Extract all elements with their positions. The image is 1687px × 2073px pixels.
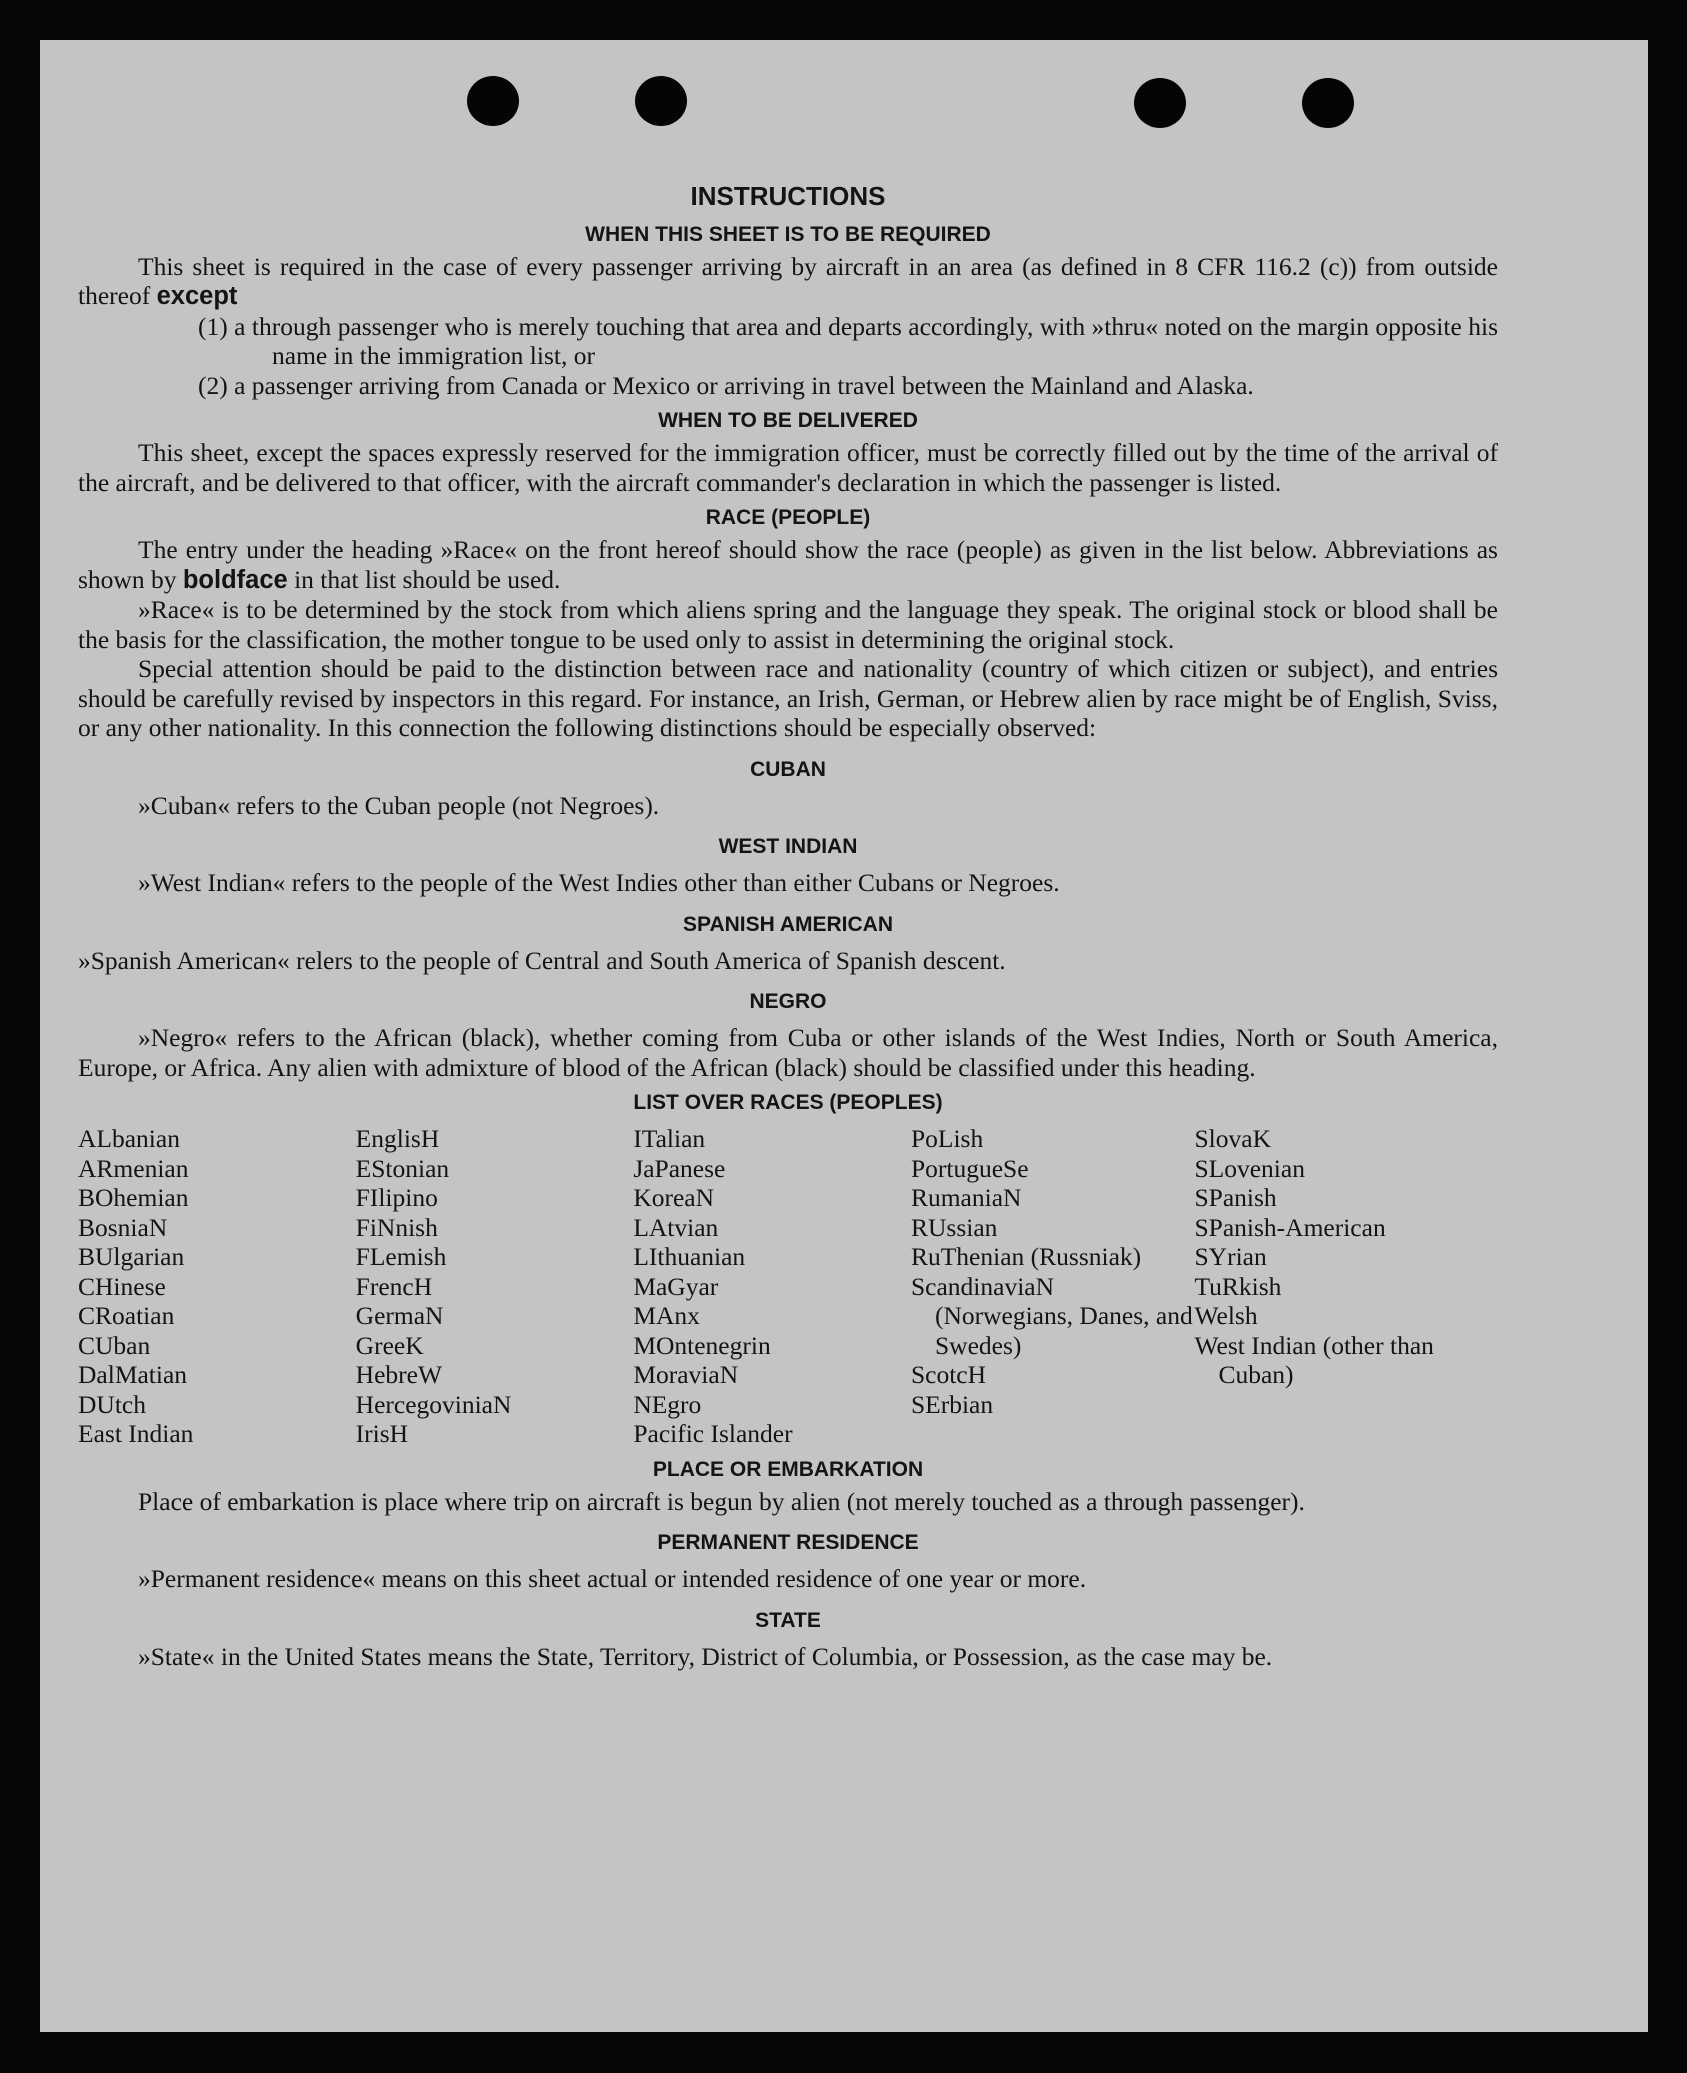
race-item: MaGyar [633,1271,719,1301]
race-item: FiNnish [355,1212,438,1242]
race-item: ITalian [633,1124,706,1153]
required-intro: This sheet is required in the case of every passenger arriving by aircraft in an area (as defined in 8 CFR 116.2 (c)) from outside thereof except [78,251,1498,310]
delivered-text: This sheet, except the spaces expressly reserved for the immigration officer, must be correctly filled out by the time of the arrival of the aircraft, and be delivered to that officer, with the aircraft commander's declaration in which the passenger is listed. [78,438,1498,497]
section-heading-negro: NEGRO [749,990,827,1013]
race-item: PortugueSe [910,1153,1029,1183]
race-item: LIthuanian [633,1242,746,1271]
race-item: East Indian [78,1419,194,1448]
race-item: GreeK [355,1330,424,1360]
race-item: Welsh [1194,1301,1258,1330]
cuban-text: »Cuban« refers to the Cuban people (not Negroes). [138,790,660,820]
race-column [1194,1124,1478,1449]
section-heading-residence: PERMANENT RESIDENCE [657,1531,919,1554]
race-item: ARmenian [78,1153,189,1183]
section-heading-delivered: WHEN TO BE DELIVERED [658,409,918,432]
race-column [78,1124,356,1449]
residence-text: »Permanent residence« means on this sheet actual or intended residence of one year or more. [138,1564,1087,1593]
race-item: DUtch [78,1389,146,1419]
race-item: CUban [78,1330,151,1360]
punch-hole [1134,78,1186,128]
punch-hole [1302,78,1354,128]
race-item: ScotcH [910,1360,987,1389]
race-item: BOhemian [78,1183,189,1212]
race-item: LAtvian [633,1212,719,1242]
page-title: INSTRUCTIONS [690,181,886,211]
race-item: FLemish [355,1242,447,1271]
race-item: SYrian [1194,1242,1267,1271]
race-item: KoreaN [633,1183,715,1212]
race-item: TuRkish [1194,1271,1282,1301]
race-item: CRoatian [78,1301,175,1330]
race-item: EStonian [355,1153,450,1183]
race-item: SPanish-American [1194,1212,1386,1242]
race-item: BosniaN [78,1212,168,1242]
race-item: MAnx [633,1301,700,1330]
race-item: HercegoviniaN [355,1389,512,1419]
race-item: PoLish [910,1124,984,1153]
race-item: DalMatian [78,1360,188,1389]
race-item: EnglisH [355,1124,440,1153]
race-list [78,1124,1498,1449]
punch-hole [635,76,687,126]
section-heading-race: RACE (PEOPLE) [705,506,871,529]
instruction-sheet [40,40,1648,2032]
boldface-emphasis: boldface [182,565,288,594]
section-heading-required: WHEN THIS SHEET IS TO BE REQUIRED [585,222,991,246]
race-item: NEgro [633,1389,702,1419]
punch-hole [467,76,519,126]
race-column [911,1124,1195,1449]
race-item: West Indian (other than Cuban) [1194,1330,1434,1389]
state-text: »State« in the United States means the State, Territory, District of Columbia, or Possession, as the case may be. [138,1641,1273,1671]
race-item: MoraviaN [633,1360,739,1389]
spanish-american-text: »Spanish American« relers to the people of Central and South America of Spanish descent. [78,945,1006,975]
race-column [633,1124,911,1449]
section-heading-cuban: CUBAN [750,757,826,781]
race-item: FrencH [355,1271,433,1301]
race-item: MOntenegrin [633,1330,771,1360]
race-item: RUssian [910,1212,998,1242]
race-item: SlovaK [1194,1124,1271,1153]
document-body [78,160,1498,1671]
negro-text: »Negro« refers to the African (black), whether coming from Cuba or other islands of the West Indies, North or South America, Europe, or Africa. Any alien with admixture of blood of the African (black) should be classified under this heading. [78,1023,1498,1082]
race-item: SLovenian [1194,1153,1305,1183]
race-item: BUlgarian [78,1242,185,1271]
race-item: RumaniaN [910,1183,1022,1212]
race-item: ALbanian [78,1124,180,1153]
section-heading-race-list: LIST OVER RACES (PEOPLES) [633,1091,943,1114]
section-heading-west-indian: WEST INDIAN [718,835,858,858]
race-item: Pacific Islander [633,1419,793,1448]
section-heading-state: STATE [755,1608,821,1632]
except-emphasis: except [156,282,238,310]
race-item: CHinese [78,1271,166,1301]
race-item: SPanish [1194,1183,1277,1212]
race-item: SErbian [910,1389,994,1419]
exception-item: (2) a passenger arriving from Canada or Mexico or arriving in travel between the Mainland and Alaska. [198,370,1254,400]
race-item: FIlipino [355,1183,438,1212]
race-item: ScandinaviaN (Norwegians, Danes, and Swedes) [910,1271,1193,1360]
west-indian-text: »West Indian« refers to the people of the West Indies other than either Cubans or Negroes. [138,868,1060,897]
race-item: JaPanese [633,1153,726,1183]
race-paragraph: Special attention should be paid to the distinction between race and nationality (country of which citizen or subject), and entries should be carefully revised by inspectors in this regard. For instance, an Irish, German, or Hebrew alien by race might be of English, Sviss, or any other nationality. In this connection the following distinctions should be especially observed: [78,654,1498,742]
race-item: GermaN [355,1301,444,1330]
section-heading-embarkation: PLACE OR EMBARKATION [652,1457,924,1481]
exception-item: (1) a through passenger who is merely touching that area and departs accordingly, with »thru« noted on the margin opposite his name in the immigration list, or [198,311,1498,370]
race-item: RuThenian (Russniak) [910,1242,1142,1271]
race-paragraph: »Race« is to be determined by the stock from which aliens spring and the language they speak. The original stock or blood shall be the basis for the classification, the mother tongue to be used only to assist in determining the original stock. [78,595,1498,654]
race-paragraph: The entry under the heading »Race« on the front hereof should show the race (people) as given in the list below. Abbreviations as shown by boldface in that list should be used. [78,535,1498,594]
section-heading-spanish-american: SPANISH AMERICAN [682,912,893,936]
race-item: IrisH [355,1419,409,1448]
race-column [356,1124,634,1449]
embarkation-text: Place of embarkation is place where trip on aircraft is begun by alien (not merely touched as a through passenger). [138,1486,1305,1516]
race-item: HebreW [355,1360,443,1389]
